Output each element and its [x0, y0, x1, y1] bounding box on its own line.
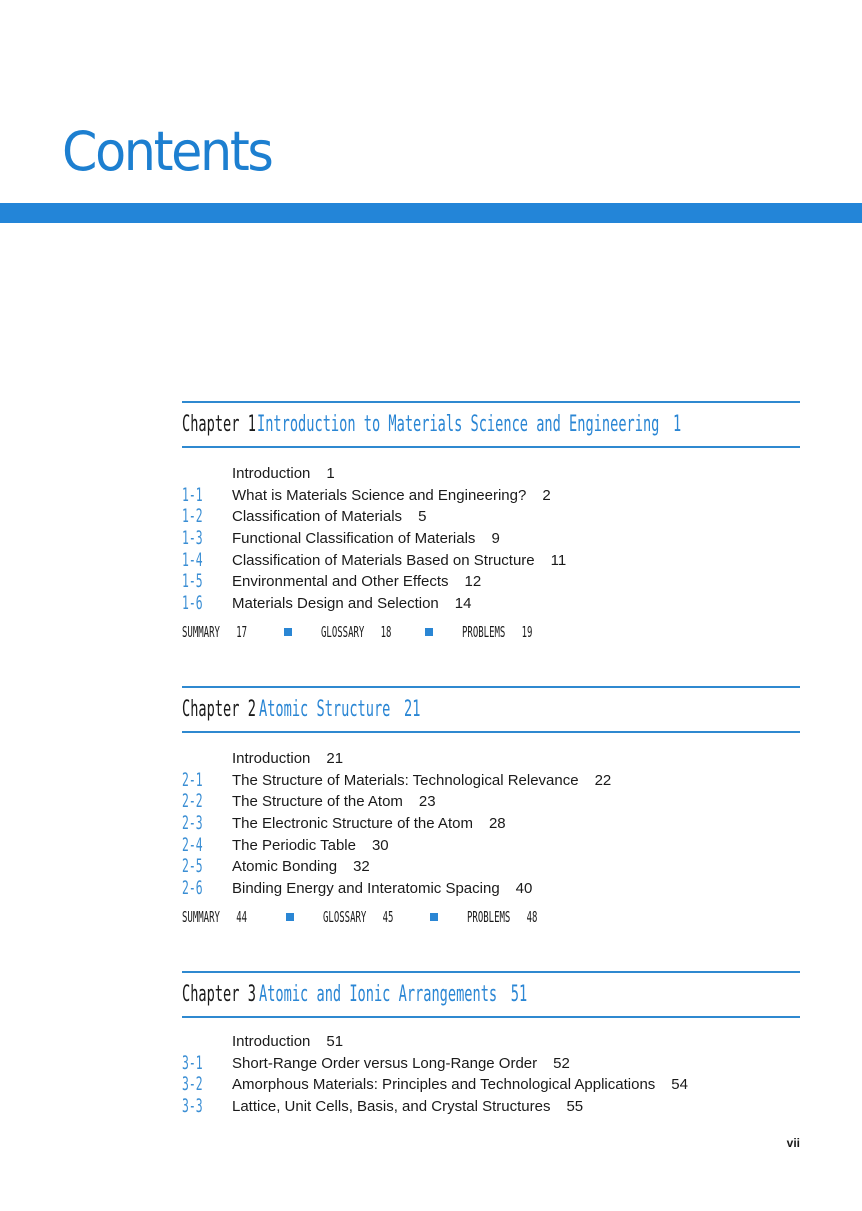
section-title-text: [232, 1031, 343, 1053]
section-title-text: [232, 835, 389, 857]
chapter-endmatter: [182, 621, 800, 643]
section-title: What is Materials Science and Engineering?: [232, 486, 527, 504]
bullet-icon: [430, 913, 438, 921]
section-page: 12: [464, 573, 482, 591]
section-title: Amorphous Materials: Principles and Technological Applications: [232, 1076, 656, 1094]
summary-label: SUMMARY: [182, 907, 220, 926]
section-item[interactable]: [182, 463, 800, 485]
section-item[interactable]: [182, 485, 800, 507]
section-page: 40: [515, 880, 533, 898]
section-page: 32: [353, 858, 370, 876]
section-number: 1-6: [182, 592, 203, 615]
page-title: Contents: [62, 120, 272, 183]
section-title-text: [232, 550, 566, 572]
section-title: Environmental and Other Effects: [232, 573, 449, 591]
section-title-text: [232, 571, 481, 593]
section-number: 1-2: [182, 505, 203, 528]
chapter-title: [259, 697, 420, 722]
problems-link[interactable]: [467, 906, 537, 928]
problems-link[interactable]: [462, 621, 532, 643]
section-list: [182, 463, 800, 615]
section-number: 1-1: [182, 483, 203, 506]
summary-page: 44: [236, 907, 248, 926]
chapter-heading[interactable]: [182, 973, 800, 1016]
page-folio: vii: [786, 1136, 800, 1150]
section-page: 51: [326, 1033, 344, 1050]
chapter-rule-bottom: [182, 446, 800, 448]
section-page: 28: [488, 815, 506, 833]
summary-label: SUMMARY: [182, 622, 220, 641]
section-title: Lattice, Unit Cells, Basis, and Crystal Structures: [232, 1098, 551, 1116]
chapter-heading[interactable]: [182, 403, 800, 446]
section-title: Materials Design and Selection: [232, 595, 439, 613]
section-page: 22: [594, 771, 612, 789]
section-number: 2-1: [182, 768, 203, 791]
section-item[interactable]: [182, 550, 800, 572]
chapter-title: [259, 982, 527, 1007]
section-list: [182, 1031, 800, 1118]
section-item[interactable]: [182, 770, 800, 792]
bullet-icon: [425, 628, 433, 636]
glossary-link[interactable]: [323, 906, 393, 928]
section-title-text: [232, 528, 500, 550]
section-title-text: [232, 463, 335, 485]
section-title-text: [232, 770, 611, 792]
chapter-title-text: Introduction to Materials Science and Engineering: [257, 412, 660, 437]
problems-page: 19: [521, 622, 533, 641]
chapter-1: [182, 401, 800, 643]
chapter-label: Chapter 1: [182, 412, 256, 437]
section-number: 2-4: [182, 833, 203, 856]
chapter-label: Chapter 2: [182, 697, 256, 722]
section-page: 1: [326, 465, 335, 482]
section-item[interactable]: [182, 1031, 800, 1053]
section-item[interactable]: [182, 1053, 800, 1075]
section-title: The Periodic Table: [232, 836, 356, 854]
problems-label: PROBLEMS: [462, 622, 506, 641]
section-title-text: [232, 748, 343, 770]
glossary-label: GLOSSARY: [321, 622, 365, 641]
section-list: [182, 748, 800, 900]
section-title: The Electronic Structure of the Atom: [232, 815, 473, 833]
chapter-title-text: Atomic Structure: [259, 697, 391, 722]
section-title-text: [232, 1096, 583, 1118]
section-title: Introduction: [232, 465, 311, 482]
section-number: 2-2: [182, 790, 203, 813]
section-number: 2-3: [182, 812, 203, 835]
section-title-text: [232, 1074, 688, 1096]
section-title: The Structure of Materials: Technological Relevance: [232, 771, 579, 789]
section-page: 23: [418, 793, 436, 811]
section-title-text: [232, 1053, 570, 1075]
chapter-rule-bottom: [182, 1016, 800, 1018]
chapter-page: 1: [673, 412, 682, 437]
section-title: Classification of Materials Based on Structure: [232, 551, 535, 569]
glossary-page: 18: [380, 622, 392, 641]
section-page: 5: [418, 508, 427, 526]
section-number: 1-3: [182, 527, 203, 550]
chapter-3: [182, 971, 800, 1118]
glossary-link[interactable]: [321, 621, 391, 643]
section-page: 2: [542, 486, 551, 504]
section-page: 14: [454, 595, 472, 613]
section-number: 3-3: [182, 1095, 203, 1118]
section-item[interactable]: [182, 1096, 800, 1118]
section-number: 2-5: [182, 855, 203, 878]
chapter-heading[interactable]: [182, 688, 800, 731]
section-item[interactable]: [182, 856, 800, 878]
section-item[interactable]: [182, 835, 800, 857]
section-title-text: [232, 791, 436, 813]
section-title: The Structure of the Atom: [232, 793, 403, 811]
section-page: 11: [550, 551, 567, 569]
section-item[interactable]: [182, 748, 800, 770]
section-title: Short-Range Order versus Long-Range Order: [232, 1054, 538, 1072]
section-item[interactable]: [182, 506, 800, 528]
section-item[interactable]: [182, 571, 800, 593]
section-title-text: [232, 856, 370, 878]
section-item[interactable]: [182, 528, 800, 550]
chapter-rule-bottom: [182, 731, 800, 733]
chapter-page: 51: [511, 982, 528, 1007]
section-title: Functional Classification of Materials: [232, 530, 476, 548]
section-title-text: [232, 593, 471, 615]
section-page: 30: [371, 836, 389, 854]
glossary-label: GLOSSARY: [323, 907, 367, 926]
glossary-page: 45: [382, 907, 394, 926]
chapter-2: [182, 686, 800, 928]
section-title: Introduction: [232, 750, 311, 767]
section-title: Classification of Materials: [232, 508, 403, 526]
section-title-text: [232, 506, 426, 528]
bullet-icon: [286, 913, 294, 921]
section-title-text: [232, 813, 506, 835]
section-number: 1-5: [182, 570, 203, 593]
section-title: Introduction: [232, 1033, 311, 1050]
section-item[interactable]: [182, 593, 800, 615]
bullet-icon: [284, 628, 292, 636]
title-band: [0, 203, 862, 223]
section-title-text: [232, 485, 551, 507]
section-page: 52: [553, 1054, 570, 1072]
chapter-label: Chapter 3: [182, 982, 256, 1007]
summary-link[interactable]: [182, 621, 247, 643]
section-page: 54: [671, 1076, 688, 1094]
section-number: 3-1: [182, 1051, 203, 1074]
section-item[interactable]: [182, 878, 800, 900]
section-title: Atomic Bonding: [232, 858, 338, 876]
section-number: 3-2: [182, 1073, 203, 1096]
section-title: Binding Energy and Interatomic Spacing: [232, 880, 500, 898]
chapter-endmatter: [182, 906, 800, 928]
chapter-title: [257, 412, 681, 437]
problems-label: PROBLEMS: [467, 907, 511, 926]
chapter-page: 21: [404, 697, 421, 722]
section-page: 21: [326, 750, 344, 767]
problems-page: 48: [526, 907, 538, 926]
section-title-text: [232, 878, 532, 900]
summary-page: 17: [236, 622, 248, 641]
section-page: 9: [491, 530, 500, 548]
section-page: 55: [566, 1098, 584, 1116]
section-number: 1-4: [182, 548, 203, 571]
summary-link[interactable]: [182, 906, 247, 928]
section-item[interactable]: [182, 813, 800, 835]
section-item[interactable]: [182, 1074, 800, 1096]
section-item[interactable]: [182, 791, 800, 813]
section-number: 2-6: [182, 877, 203, 900]
chapter-title-text: Atomic and Ionic Arrangements: [259, 982, 498, 1007]
